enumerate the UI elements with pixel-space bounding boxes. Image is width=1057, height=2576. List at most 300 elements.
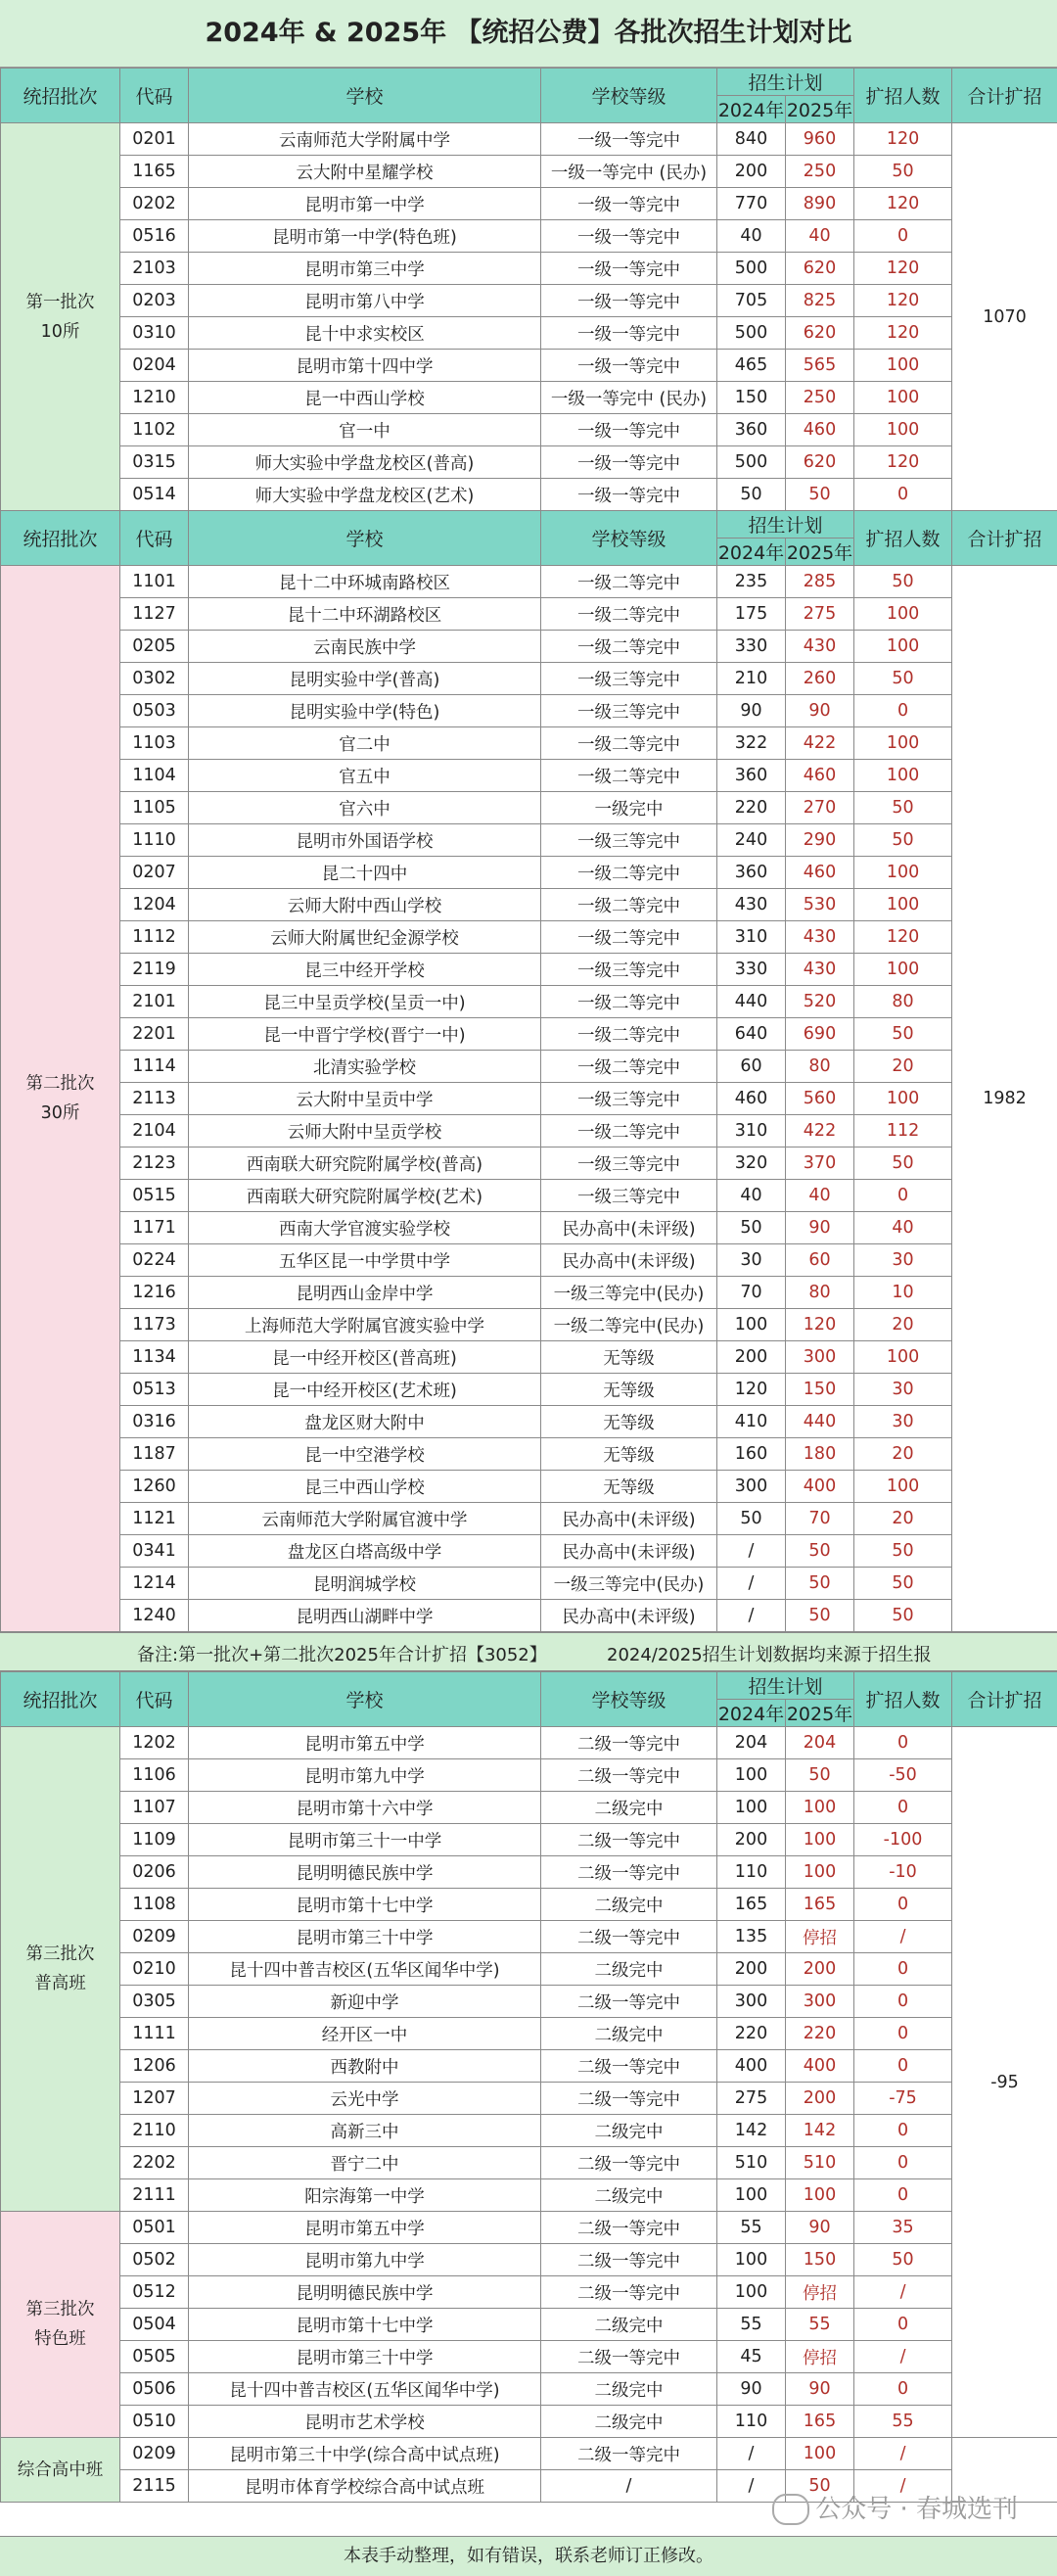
cell-plan-2025: 560 <box>786 1083 854 1115</box>
cell-plan-2025: 510 <box>786 2147 854 2179</box>
cell-school: 西教附中 <box>189 2050 541 2083</box>
cell-plan-2024: 300 <box>717 1471 786 1503</box>
cell-plan-2024: 160 <box>717 1438 786 1471</box>
cell-plan-2025: 165 <box>786 2406 854 2438</box>
cell-code: 1101 <box>120 566 189 598</box>
cell-plan-2024: 135 <box>717 1921 786 1953</box>
table-row <box>1 1051 1057 1083</box>
cell-expand: 50 <box>854 1568 952 1600</box>
cell-code: 0503 <box>120 695 189 727</box>
cell-code: 1105 <box>120 792 189 824</box>
cell-school: 西南大学官渡实验学校 <box>189 1212 541 1244</box>
cell-school: 昆明市第五中学 <box>189 1727 541 1759</box>
table-row <box>1 1277 1057 1309</box>
header-2024: 2024年 <box>717 539 786 566</box>
cell-level: 无等级 <box>541 1341 717 1374</box>
cell-expand: / <box>854 1921 952 1953</box>
cell-level: 二级一等完中 <box>541 2341 717 2373</box>
cell-code: 1104 <box>120 760 189 792</box>
cell-school: 昆明明德民族中学 <box>189 2276 541 2309</box>
cell-school: 云大附中星耀学校 <box>189 156 541 188</box>
cell-level: 无等级 <box>541 1471 717 1503</box>
cell-expand: 0 <box>854 695 952 727</box>
cell-plan-2025: 290 <box>786 824 854 857</box>
cell-plan-2025: 50 <box>786 1759 854 1792</box>
cell-plan-2024: 100 <box>717 2276 786 2309</box>
cell-plan-2025: 停招 <box>786 2276 854 2309</box>
cell-plan-2025: 890 <box>786 188 854 220</box>
cell-plan-2025: 100 <box>786 1824 854 1856</box>
header-2024: 2024年 <box>717 96 786 123</box>
batch1-total: 1070 <box>952 123 1057 511</box>
cell-expand: 0 <box>854 479 952 511</box>
cell-expand: 0 <box>854 1986 952 2018</box>
cell-code: 1103 <box>120 727 189 760</box>
cell-code: 0204 <box>120 350 189 382</box>
cell-plan-2024: 200 <box>717 1824 786 1856</box>
cell-expand: 0 <box>854 2050 952 2083</box>
cell-code: 0505 <box>120 2341 189 2373</box>
note-right: 2024/2025招生计划数据均来源于招生报 <box>607 1645 932 1665</box>
cell-plan-2025: 285 <box>786 566 854 598</box>
header-code: 代码 <box>120 1672 189 1727</box>
cell-school: 昆明市第九中学 <box>189 2244 541 2276</box>
cell-plan-2025: 430 <box>786 921 854 954</box>
cell-school: 昆明西山金岸中学 <box>189 1277 541 1309</box>
cell-plan-2025: 422 <box>786 1115 854 1147</box>
cell-plan-2024: 50 <box>717 1212 786 1244</box>
cell-school: 师大实验中学盘龙校区(普高) <box>189 446 541 479</box>
cell-expand: 112 <box>854 1115 952 1147</box>
watermark-text: 公众号 · 春城选刊 <box>815 2494 1018 2524</box>
cell-level: 民办高中(未评级) <box>541 1212 717 1244</box>
cell-plan-2024: 310 <box>717 921 786 954</box>
cell-level: 一级三等完中 <box>541 1180 717 1212</box>
cell-code: 0202 <box>120 188 189 220</box>
cell-level: 二级完中 <box>541 2406 717 2438</box>
cell-code: 1109 <box>120 1824 189 1856</box>
cell-expand: 100 <box>854 954 952 986</box>
cell-code: 0203 <box>120 285 189 317</box>
cell-code: 0512 <box>120 2276 189 2309</box>
table-row <box>1 921 1057 954</box>
cell-school: 昆明明德民族中学 <box>189 1856 541 1889</box>
cell-plan-2024: 45 <box>717 2341 786 2373</box>
table-row <box>1 1921 1057 1953</box>
table-row <box>1 1438 1057 1471</box>
cell-expand: 100 <box>854 1471 952 1503</box>
table-row <box>1 1824 1057 1856</box>
cell-plan-2024: 100 <box>717 1792 786 1824</box>
table-row <box>1 889 1057 921</box>
table-row <box>1 1180 1057 1212</box>
cell-level: 无等级 <box>541 1438 717 1471</box>
cell-school: 云光中学 <box>189 2083 541 2115</box>
cell-expand: / <box>854 2276 952 2309</box>
cell-level: 一级二等完中 <box>541 986 717 1018</box>
cell-expand: 120 <box>854 253 952 285</box>
cell-expand: 0 <box>854 2147 952 2179</box>
cell-plan-2025: 250 <box>786 382 854 414</box>
cell-plan-2025: 825 <box>786 285 854 317</box>
table-row <box>1 2244 1057 2276</box>
cell-plan-2025: 460 <box>786 857 854 889</box>
cell-plan-2024: / <box>717 1535 786 1568</box>
table-row <box>1 317 1057 350</box>
cell-code: 0205 <box>120 631 189 663</box>
cell-level: 一级二等完中 <box>541 1018 717 1051</box>
cell-level: 二级一等完中 <box>541 2244 717 2276</box>
cell-school: 昆明市第一中学(特色班) <box>189 220 541 253</box>
cell-plan-2024: 360 <box>717 414 786 446</box>
cell-plan-2025: 40 <box>786 220 854 253</box>
cell-code: 1112 <box>120 921 189 954</box>
table-row <box>1 123 1057 156</box>
cell-code: 0502 <box>120 2244 189 2276</box>
cell-school: 云南民族中学 <box>189 631 541 663</box>
cell-plan-2024: 60 <box>717 1051 786 1083</box>
table-row <box>1 1212 1057 1244</box>
cell-plan-2024: / <box>717 2470 786 2503</box>
header-2025: 2025年 <box>786 1700 854 1727</box>
cell-code: 0513 <box>120 1374 189 1406</box>
header-batch: 统招批次 <box>1 511 120 566</box>
cell-level: 一级一等完中 (民办) <box>541 382 717 414</box>
cell-school: 官二中 <box>189 727 541 760</box>
cell-level: 一级三等完中 <box>541 824 717 857</box>
cell-plan-2024: / <box>717 1568 786 1600</box>
batch2-total: 1982 <box>952 566 1057 1632</box>
table-row <box>1 2341 1057 2373</box>
cell-level: 一级二等完中 <box>541 1051 717 1083</box>
cell-level: 一级二等完中 <box>541 921 717 954</box>
cell-level: 一级三等完中 <box>541 695 717 727</box>
cell-plan-2025: 150 <box>786 1374 854 1406</box>
header-row <box>1 69 1057 96</box>
cell-level: 一级一等完中 <box>541 220 717 253</box>
cell-plan-2024: / <box>717 2438 786 2470</box>
cell-expand: 100 <box>854 1341 952 1374</box>
cell-level: 一级二等完中(民办) <box>541 1309 717 1341</box>
cell-level: 一级二等完中 <box>541 857 717 889</box>
cell-plan-2025: 150 <box>786 2244 854 2276</box>
cell-expand: 0 <box>854 2309 952 2341</box>
table-row <box>1 695 1057 727</box>
table-row <box>1 1406 1057 1438</box>
cell-level: 一级一等完中 <box>541 446 717 479</box>
cell-expand: 120 <box>854 188 952 220</box>
cell-school: 西南联大研究院附属学校(普高) <box>189 1147 541 1180</box>
cell-school: 昆明市体育学校综合高中试点班 <box>189 2470 541 2503</box>
table-row <box>1 188 1057 220</box>
cell-school: 昆明市外国语学校 <box>189 824 541 857</box>
table-row <box>1 1309 1057 1341</box>
cell-code: 1187 <box>120 1438 189 1471</box>
cell-expand: 120 <box>854 921 952 954</box>
cell-code: 2110 <box>120 2115 189 2147</box>
cell-expand: 10 <box>854 1277 952 1309</box>
table-row <box>1 1759 1057 1792</box>
batch2-label: 第二批次 30所 <box>1 566 120 1632</box>
cell-plan-2025: 80 <box>786 1277 854 1309</box>
cell-plan-2024: 40 <box>717 1180 786 1212</box>
cell-code: 1206 <box>120 2050 189 2083</box>
cell-code: 0515 <box>120 1180 189 1212</box>
cell-plan-2025: 90 <box>786 695 854 727</box>
table-row <box>1 1341 1057 1374</box>
cell-level: 一级三等完中 <box>541 1083 717 1115</box>
cell-plan-2025: 50 <box>786 1535 854 1568</box>
header-school: 学校 <box>189 1672 541 1727</box>
cell-school: 官六中 <box>189 792 541 824</box>
table-row <box>1 1568 1057 1600</box>
cell-plan-2024: 410 <box>717 1406 786 1438</box>
cell-school: 盘龙区财大附中 <box>189 1406 541 1438</box>
cell-plan-2024: 100 <box>717 1759 786 1792</box>
cell-school: 高新三中 <box>189 2115 541 2147</box>
cell-plan-2025: 50 <box>786 1600 854 1632</box>
header-expand: 扩招人数 <box>854 511 952 566</box>
header-total: 合计扩招 <box>952 511 1057 566</box>
cell-plan-2024: 322 <box>717 727 786 760</box>
cell-level: 二级一等完中 <box>541 2147 717 2179</box>
table-row <box>1 663 1057 695</box>
table-row <box>1 598 1057 631</box>
cell-level: 一级二等完中 <box>541 1115 717 1147</box>
cell-level: 二级一等完中 <box>541 1856 717 1889</box>
cell-plan-2025: 停招 <box>786 1921 854 1953</box>
table-row <box>1 857 1057 889</box>
cell-expand: -10 <box>854 1856 952 1889</box>
cell-code: 0310 <box>120 317 189 350</box>
table-row <box>1 760 1057 792</box>
cell-expand: 0 <box>854 1792 952 1824</box>
cell-code: 1121 <box>120 1503 189 1535</box>
cell-school: 新迎中学 <box>189 1986 541 2018</box>
cell-plan-2025: 165 <box>786 1889 854 1921</box>
cell-school: 昆一中经开校区(普高班) <box>189 1341 541 1374</box>
cell-code: 2119 <box>120 954 189 986</box>
table-row <box>1 1244 1057 1277</box>
cell-plan-2024: 30 <box>717 1244 786 1277</box>
cell-code: 0209 <box>120 2438 189 2470</box>
page-title: 2024年 & 2025年 【统招公费】各批次招生计划对比 <box>0 0 1057 68</box>
cell-code: 2104 <box>120 1115 189 1147</box>
cell-school: 昆明市第十四中学 <box>189 350 541 382</box>
cell-plan-2024: / <box>717 1600 786 1632</box>
cell-level: 一级二等完中 <box>541 631 717 663</box>
cell-plan-2024: 120 <box>717 1374 786 1406</box>
cell-plan-2024: 360 <box>717 760 786 792</box>
header-plan: 招生计划 <box>717 511 854 539</box>
cell-plan-2024: 705 <box>717 285 786 317</box>
table-row <box>1 2438 1057 2470</box>
cell-plan-2025: 620 <box>786 253 854 285</box>
cell-expand: 100 <box>854 631 952 663</box>
cell-level: 二级一等完中 <box>541 2083 717 2115</box>
table-row <box>1 2018 1057 2050</box>
cell-code: 0305 <box>120 1986 189 2018</box>
cell-expand: 0 <box>854 1889 952 1921</box>
cell-school: 昆明市第十六中学 <box>189 1792 541 1824</box>
cell-plan-2024: 220 <box>717 792 786 824</box>
cell-school: 昆明市第三十中学 <box>189 1921 541 1953</box>
cell-plan-2025: 250 <box>786 156 854 188</box>
cell-plan-2024: 55 <box>717 2309 786 2341</box>
cell-level: 一级二等完中 <box>541 889 717 921</box>
table-row <box>1 2179 1057 2212</box>
cell-code: 1106 <box>120 1759 189 1792</box>
cell-code: 2103 <box>120 253 189 285</box>
cell-school: 昆十中求实校区 <box>189 317 541 350</box>
batch5-label: 综合高中班 <box>1 2438 120 2503</box>
cell-expand: 50 <box>854 2244 952 2276</box>
cell-plan-2024: 40 <box>717 220 786 253</box>
cell-expand: 40 <box>854 1212 952 1244</box>
cell-school: 昆明市第三十中学(综合高中试点班) <box>189 2438 541 2470</box>
cell-plan-2025: 60 <box>786 1244 854 1277</box>
cell-code: 2202 <box>120 2147 189 2179</box>
wechat-icon <box>772 2494 809 2525</box>
cell-school: 昆明市第十七中学 <box>189 1889 541 1921</box>
cell-code: 0501 <box>120 2212 189 2244</box>
cell-plan-2025: 430 <box>786 631 854 663</box>
cell-expand: 50 <box>854 663 952 695</box>
cell-code: 1114 <box>120 1051 189 1083</box>
cell-plan-2024: 110 <box>717 1856 786 1889</box>
cell-plan-2025: 460 <box>786 760 854 792</box>
table-row <box>1 446 1057 479</box>
cell-plan-2025: 100 <box>786 2179 854 2212</box>
header-code: 代码 <box>120 69 189 123</box>
cell-code: 1240 <box>120 1600 189 1632</box>
cell-code: 1102 <box>120 414 189 446</box>
cell-level: 一级三等完中 <box>541 1147 717 1180</box>
table-row <box>1 414 1057 446</box>
cell-plan-2025: 90 <box>786 2373 854 2406</box>
header-2025: 2025年 <box>786 539 854 566</box>
cell-code: 0315 <box>120 446 189 479</box>
cell-plan-2025: 204 <box>786 1727 854 1759</box>
cell-code: 1111 <box>120 2018 189 2050</box>
cell-code: 0201 <box>120 123 189 156</box>
table-row <box>1 2212 1057 2244</box>
cell-school: 昆十二中环湖路校区 <box>189 598 541 631</box>
cell-school: 昆明市第十七中学 <box>189 2309 541 2341</box>
cell-school: 昆明市第九中学 <box>189 1759 541 1792</box>
header-batch: 统招批次 <box>1 69 120 123</box>
cell-plan-2025: 50 <box>786 1568 854 1600</box>
cell-code: 1134 <box>120 1341 189 1374</box>
cell-school: 师大实验中学盘龙校区(艺术) <box>189 479 541 511</box>
cell-level: 一级一等完中 <box>541 123 717 156</box>
cell-expand: 50 <box>854 156 952 188</box>
cell-expand: 35 <box>854 2212 952 2244</box>
cell-level: 二级一等完中 <box>541 2276 717 2309</box>
cell-plan-2024: 50 <box>717 1503 786 1535</box>
cell-plan-2024: 465 <box>717 350 786 382</box>
cell-school: 昆明市艺术学校 <box>189 2406 541 2438</box>
table-row <box>1 350 1057 382</box>
cell-level: 民办高中(未评级) <box>541 1535 717 1568</box>
cell-level: / <box>541 2470 717 2503</box>
cell-code: 0516 <box>120 220 189 253</box>
cell-plan-2024: 90 <box>717 2373 786 2406</box>
cell-school: 昆一中经开校区(艺术班) <box>189 1374 541 1406</box>
cell-school: 云师大附中呈贡学校 <box>189 1115 541 1147</box>
cell-plan-2024: 204 <box>717 1727 786 1759</box>
cell-school: 官五中 <box>189 760 541 792</box>
cell-plan-2025: 270 <box>786 792 854 824</box>
cell-expand: 0 <box>854 2115 952 2147</box>
cell-code: 1216 <box>120 1277 189 1309</box>
table-row <box>1 156 1057 188</box>
header-row <box>1 1672 1057 1700</box>
cell-expand: 50 <box>854 1147 952 1180</box>
cell-plan-2024: 500 <box>717 317 786 350</box>
cell-plan-2025: 120 <box>786 1309 854 1341</box>
cell-expand: 20 <box>854 1438 952 1471</box>
header-level: 学校等级 <box>541 1672 717 1727</box>
cell-plan-2024: 210 <box>717 663 786 695</box>
cell-plan-2024: 100 <box>717 1309 786 1341</box>
cell-level: 一级一等完中 <box>541 285 717 317</box>
cell-code: 0210 <box>120 1953 189 1986</box>
cell-expand: 120 <box>854 285 952 317</box>
cell-school: 云南师范大学附属官渡中学 <box>189 1503 541 1535</box>
cell-school: 云师大附中西山学校 <box>189 889 541 921</box>
cell-expand: 0 <box>854 220 952 253</box>
header-level: 学校等级 <box>541 511 717 566</box>
cell-level: 二级一等完中 <box>541 1986 717 2018</box>
table-row <box>1 2083 1057 2115</box>
cell-plan-2025: 100 <box>786 1792 854 1824</box>
cell-school: 云南师范大学附属中学 <box>189 123 541 156</box>
cell-expand: 50 <box>854 792 952 824</box>
note-left: 备注:第一批次+第二批次2025年合计扩招【3052】 <box>137 1645 547 1665</box>
table-row <box>1 1986 1057 2018</box>
cell-expand: -50 <box>854 1759 952 1792</box>
cell-expand: 120 <box>854 123 952 156</box>
cell-expand: 120 <box>854 317 952 350</box>
cell-level: 一级三等完中(民办) <box>541 1568 717 1600</box>
table-row <box>1 382 1057 414</box>
cell-plan-2025: 620 <box>786 446 854 479</box>
cell-school: 昆明西山湖畔中学 <box>189 1600 541 1632</box>
cell-expand: 55 <box>854 2406 952 2438</box>
cell-code: 1108 <box>120 1889 189 1921</box>
header-2025: 2025年 <box>786 96 854 123</box>
cell-school: 云师大附属世纪金源学校 <box>189 921 541 954</box>
cell-school: 昆二十四中 <box>189 857 541 889</box>
cell-level: 一级一等完中 <box>541 253 717 285</box>
cell-code: 1107 <box>120 1792 189 1824</box>
cell-school: 昆十四中普吉校区(五华区闻华中学) <box>189 1953 541 1986</box>
table-row <box>1 727 1057 760</box>
cell-plan-2024: 100 <box>717 2179 786 2212</box>
cell-plan-2025: 300 <box>786 1341 854 1374</box>
cell-plan-2025: 停招 <box>786 2341 854 2373</box>
cell-level: 一级三等完中(民办) <box>541 1277 717 1309</box>
cell-level: 二级一等完中 <box>541 2212 717 2244</box>
cell-expand: 50 <box>854 1018 952 1051</box>
cell-expand: 0 <box>854 1180 952 1212</box>
table-row <box>1 986 1057 1018</box>
cell-expand: -100 <box>854 1824 952 1856</box>
cell-expand: 50 <box>854 566 952 598</box>
cell-level: 一级一等完中 <box>541 414 717 446</box>
cell-plan-2025: 142 <box>786 2115 854 2147</box>
